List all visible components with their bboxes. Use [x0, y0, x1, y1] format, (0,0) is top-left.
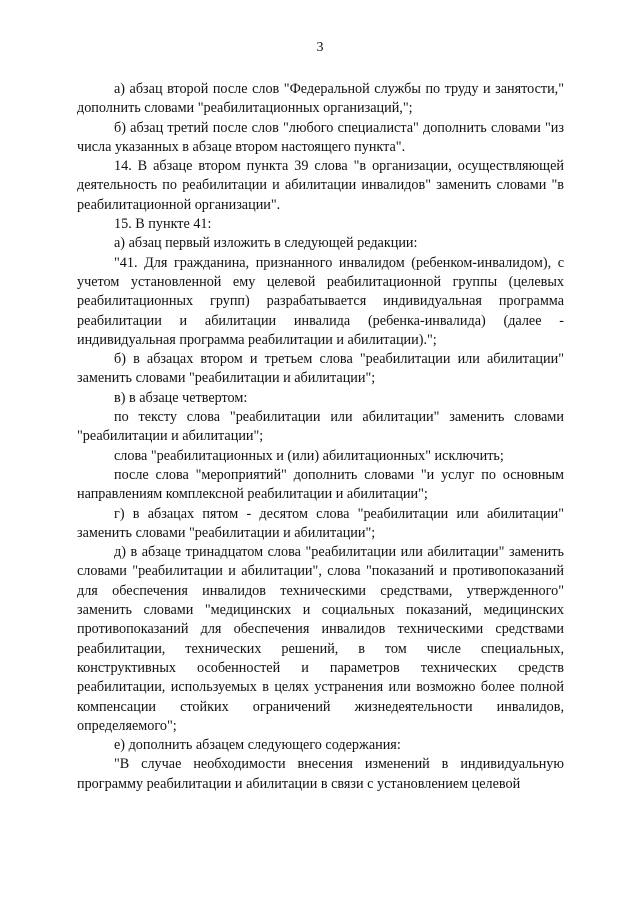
paragraph: "41. Для гражданина, признанного инвалидом (ребенком-инвалидом), с учетом установленной ему целевой реабилитационной группы (целевых реабилитационных групп) разрабатывается индивидуальная программа реабилитации и абилитации инвалида (ребенка-инвалида) (далее - индивидуальная программа реабилитации и абилитации).";: [77, 254, 564, 348]
paragraph: "В случае необходимости внесения изменений в индивидуальную программу реабилитации и абилитации в связи с установлением целевой: [77, 756, 564, 792]
paragraph: 15. В пункте 41:: [114, 216, 212, 233]
paragraph: 14. В абзаце втором пункта 39 слова "в организации, осуществляющей деятельность по реабилитации и абилитации инвалидов" заменить словами "в реабилитационной организации".: [77, 158, 564, 213]
page-number: 3: [316, 40, 324, 55]
paragraph: д) в абзаце тринадцатом слова "реабилитации или абилитации" заменить словами "реабилитации и абилитации", слова "показаний и противопоказаний для обеспечения инвалидов техническими средствами, утвержденного" заменить словами "медицинских и социальных показаний, медицинских противопоказаний для обеспечения инвалидов техническими средствами реабилитации, технических решений, в том числе специальных, конструктивных особенностей и параметров технических средств реабилитации, используемых в целях устранения или возможно более полной компенсации стойких ограничений жизнедеятельности инвалидов, определяемого";: [77, 544, 564, 734]
paragraph: по тексту слова "реабилитации или абилитации" заменить словами "реабилитации и абилитации";: [77, 409, 564, 445]
paragraph: слова "реабилитационных и (или) абилитационных" исключить;: [114, 447, 504, 464]
paragraph: б) в абзацах втором и третьем слова "реабилитации или абилитации" заменить словами "реабилитации и абилитации";: [77, 351, 564, 387]
document-body: [77, 80, 564, 794]
paragraph: е) дополнить абзацем следующего содержания:: [114, 737, 401, 754]
paragraph: б) абзац третий после слов "любого специалиста" дополнить словами "из числа указанных в абзаце втором настоящего пункта".: [77, 119, 564, 155]
paragraph: а) абзац первый изложить в следующей редакции:: [114, 235, 418, 252]
paragraph: а) абзац второй после слов "Федеральной службы по труду и занятости," дополнить словами "реабилитационных организаций,";: [77, 81, 564, 117]
paragraph: в) в абзаце четвертом:: [114, 389, 248, 406]
paragraph: г) в абзацах пятом - десятом слова "реабилитации или абилитации" заменить словами "реабилитации и абилитации";: [77, 505, 564, 541]
paragraph: после слова "мероприятий" дополнить словами "и услуг по основным направлениям комплексной реабилитации и абилитации";: [77, 466, 564, 503]
